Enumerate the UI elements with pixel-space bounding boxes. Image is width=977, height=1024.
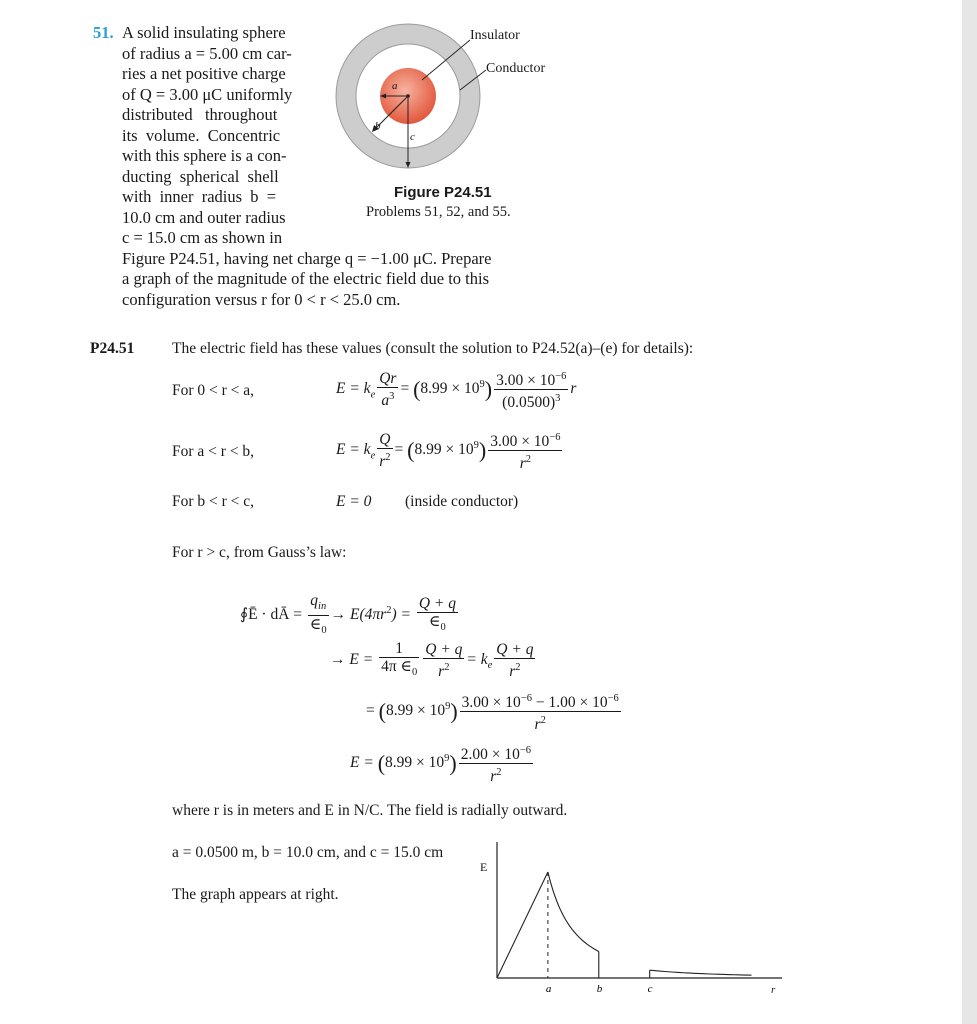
values-text: a = 0.0500 m, b = 10.0 cm, and c = 15.0 cm bbox=[172, 844, 444, 861]
gauss-equation-1: ∮Ē · dĀ = $\frac{q_{in}}{\in_0}$ → $E(4\pi r^2)$ = $\frac{Q + q}{\in_0}$ bbox=[240, 592, 456, 637]
figure-title: Figure P24.51 bbox=[394, 184, 492, 201]
problem-line: a graph of the magnitude of the electric field due to this bbox=[122, 269, 489, 288]
region3-label: For b < r < c, bbox=[172, 493, 255, 510]
gauss-equation-2: → E = $\frac{1}{4\pi \in_0}$ $\frac{Q + q}{r^2}$ = $k_e$ $\frac{Q + q}{r^2}$ bbox=[330, 640, 534, 681]
series-a-r-b bbox=[548, 872, 599, 952]
problem-line: of Q = 3.00 μC uniformly bbox=[122, 84, 293, 104]
figure-spheres bbox=[330, 18, 580, 188]
solution-intro: The electric field has these values (consult the solution to P24.52(a)–(e) for details): bbox=[172, 340, 694, 357]
label-insulator: Insulator bbox=[470, 28, 520, 43]
solution-id: P24.51 bbox=[90, 340, 135, 357]
label-b: b bbox=[375, 120, 381, 132]
problem-line: 10.0 cm and outer radius bbox=[122, 207, 286, 227]
x-tick-c: c bbox=[647, 983, 653, 995]
series-r-c bbox=[650, 970, 752, 975]
figure-caption: Problems 51, 52, and 55. bbox=[366, 204, 511, 220]
problem-line: of radius a = 5.00 cm car- bbox=[122, 43, 292, 63]
problem-line: Figure P24.51, having net charge q = −1.00 μC. Prepare bbox=[122, 248, 492, 268]
problem-line: c = 15.0 cm as shown in bbox=[122, 228, 283, 247]
region1-equation: $E = k_e$ $\frac{Qr}{a^3}$ = $(8.99 \times 10^9)$ $\frac{3.00 \times 10^{-6}}{(0.0500)^3}$ r bbox=[336, 368, 576, 411]
label-c: c bbox=[410, 131, 415, 143]
region2-equation: $E = k_e$ $\frac{Q}{r^2}$ = $(8.99 \times 10^9)$ $\frac{3.00 \times 10^{-6}}{r^2}$ bbox=[336, 429, 564, 472]
region1-label: For 0 < r < a, bbox=[172, 382, 255, 399]
problem-line: ducting spherical shell bbox=[122, 166, 279, 186]
y-axis-label: E bbox=[480, 860, 488, 874]
label-conductor: Conductor bbox=[486, 61, 546, 76]
series-0-r-a bbox=[497, 872, 548, 978]
region2-label: For a < r < b, bbox=[172, 443, 255, 460]
region4-label: For r > c, from Gauss’s law: bbox=[172, 544, 347, 561]
x-tick-a: a bbox=[545, 983, 552, 995]
page-edge-shadow bbox=[962, 0, 977, 1024]
problem-line: with inner radius b = bbox=[122, 187, 277, 206]
problem-line: with this sphere is a con- bbox=[122, 146, 287, 165]
graph-text: The graph appears at right. bbox=[172, 886, 339, 903]
problem-line: A solid insulating sphere bbox=[122, 23, 286, 42]
problem-number: 51. bbox=[93, 23, 114, 42]
x-axis-label: r bbox=[771, 984, 776, 996]
center-dot bbox=[406, 94, 410, 98]
gauss-equation-4: $E = (8.99 \times 10^9)$ $\frac{2.00 \times 10^{-6}}{r^2}$ bbox=[350, 742, 535, 785]
field-graph bbox=[470, 840, 800, 1000]
problem-line: ries a net positive charge bbox=[122, 64, 286, 83]
label-a: a bbox=[392, 80, 398, 92]
x-tick-b: b bbox=[596, 983, 603, 995]
problem-line: configuration versus r for 0 < r < 25.0 cm. bbox=[122, 289, 401, 309]
where-text: where r is in meters and E in N/C. The field is radially outward. bbox=[172, 802, 568, 819]
problem-line: distributed throughout bbox=[122, 105, 278, 124]
region3-note: (inside conductor) bbox=[405, 493, 519, 510]
problem-line: its volume. Concentric bbox=[122, 125, 281, 145]
gauss-equation-3: = $(8.99 \times 10^9)$ $\frac{3.00 \times 10^{-6} - 1.00 \times 10^{-6}}{r^2}$ bbox=[366, 690, 623, 733]
region3-equation: E = 0 bbox=[336, 493, 372, 510]
